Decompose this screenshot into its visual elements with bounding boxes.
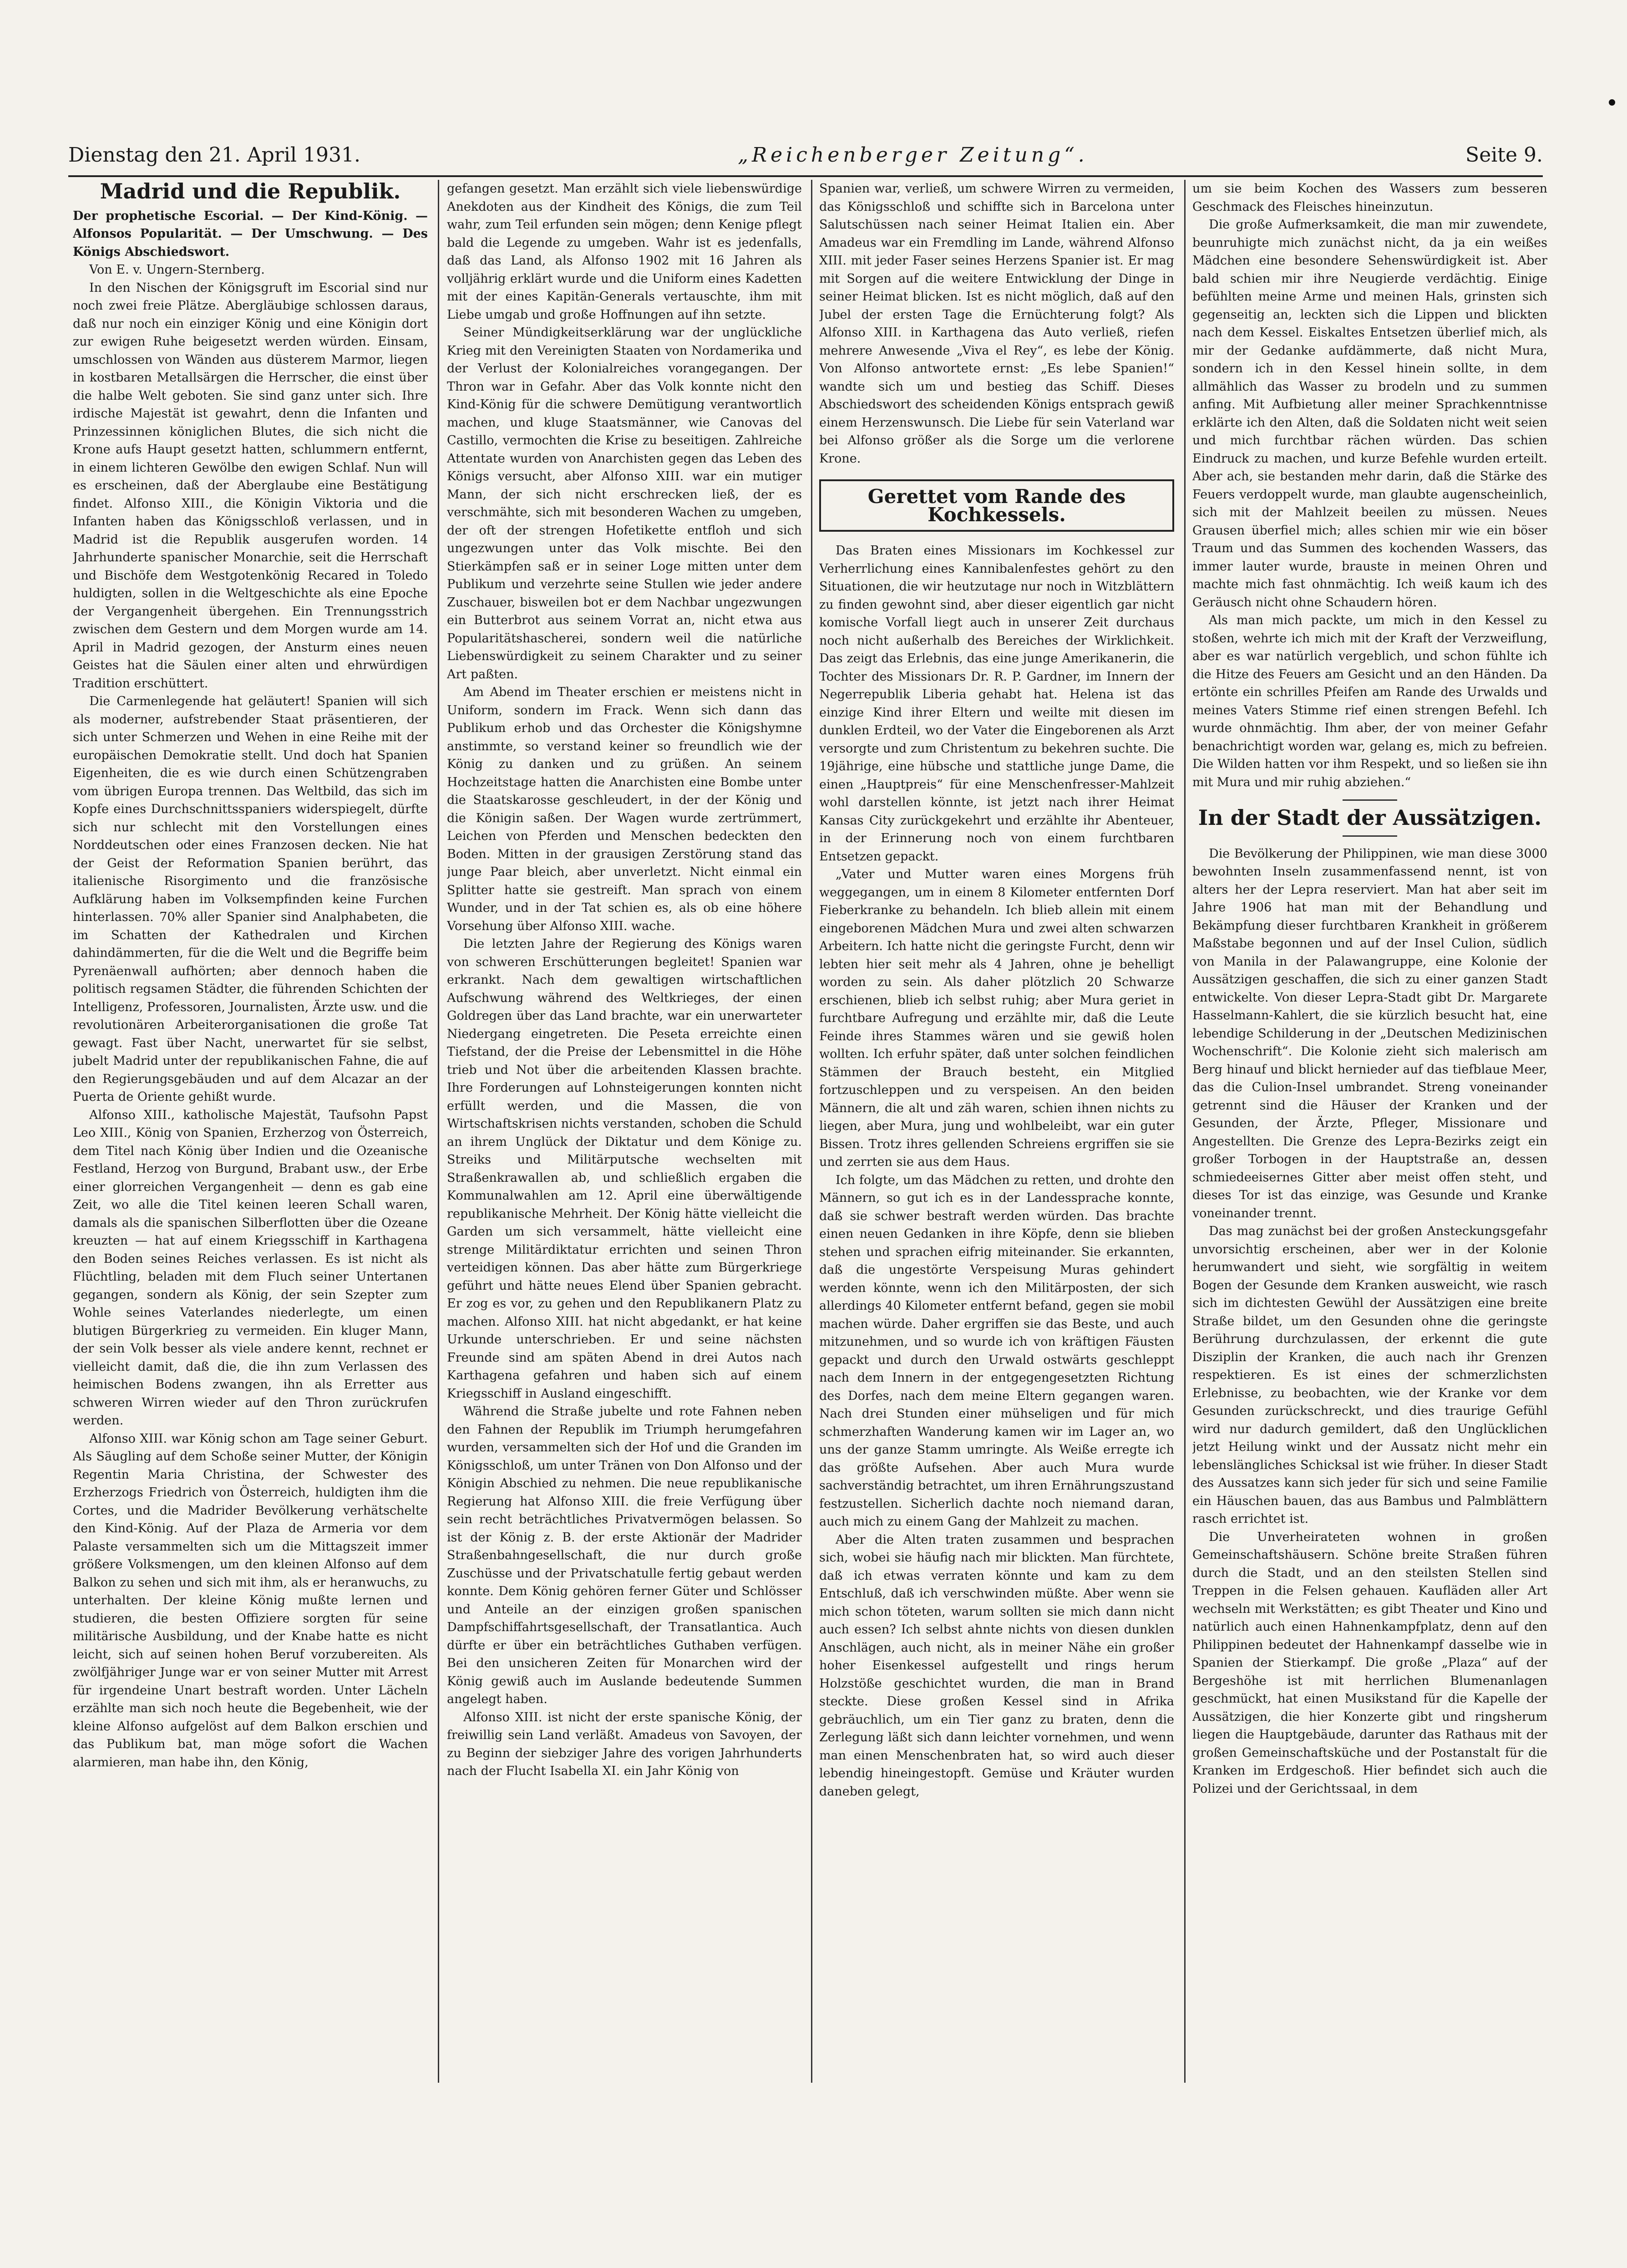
paragraph: Alfonso XIII. war König schon am Tage seiner Geburt. Als Säugling auf dem Schoße seiner Mutter, der Königin Regentin Maria Christina, der Schwester des Erzherzogs Friedrich von Österreich, huldigten ihm die Cortes, und die Madrider Bevölkerung verhätschelte den Kind-König. Auf der Plaza de Armeria vor dem Palaste versammelten sich um die Mittagszeit immer größere Volksmengen, um den kleinen Alfonso auf dem Balkon zu sehen und sich mit ihm, als er heranwuchs, zu unterhalten. Der kleine König mußte lernen und studieren, die besten Offiziere sorgten für seine militärische Ausbildung, und der Knabe hatte es nicht leicht, sich auf seinen hohen Beruf vorzubereiten. Als zwölfjähriger Junge war er von seiner Mutter mit Arrest für irgendeine Unart bestraft worden. Unter Lächeln erzählte man sich noch heute die Begebenheit, wie der kleine Alfonso aufgelöst auf dem Balkon erschien und das Publikum bat, man möge sofort die Wachen alarmieren, man habe ihn, den König, (73, 1431, 428, 1770)
paragraph: Die Carmenlegende hat geläutert! Spanien will sich als moderner, aufstrebender Staat präsentieren, der sich unter Schmerzen und Wehen in eine Reihe mit der europäischen Demokratie stellt. Und doch hat Spanien Eigenheiten, die es wie durch einen Schützengraben vom übrigen Europa trennen. Das Weltbild, das sich im Kopfe eines Durchschnittsspaniers widerspiegelt, dürfte sich nur schlecht mit den Vorstellungen eines Norddeutschen oder eines Franzosen decken. Nie hat der Geist der Reformation Spanien berührt, das italienische Risorgimento und die französische Aufklärung haben im Volksempfinden keine Furchen hinterlassen. 70% aller Spanier sind Analphabeten, die im Schatten der Kathedralen und Kirchen dahindämmerten, für die die Welt und die Begriffe beim Pyrenäenwall aufhörten; aber dennoch haben die politisch regsamen Städter, die führenden Schichten der Intelligenz, Professoren, Journalisten, Ärzte usw. und die revolutionären Arbeiterorganisationen die große Tat gewagt. Fast über Nacht, unerwartet für sie selbst, jubelt Madrid unter der republikanischen Fahne, die auf den Regierungsgebäuden und auf dem Alcazar an der Puerta de Oriente gehißt wurde. (73, 694, 428, 1104)
paragraph: Als man mich packte, um mich in den Kessel zu stoßen, wehrte ich mich mit der Kraft der Verzweiflung, aber es war natürlich vergeblich, und schon fühlte ich die Hitze des Feuers am Gesicht und an den Händen. Da ertönte ein schrilles Pfeifen am Rande des Urwalds und meines Vaters Stimme rief einen strengen Befehl. Ich wurde ohnmächtig. Ihm aber, der von meiner Gefahr benachrichtigt worden war, gelang es, mich zu befreien. Die Wilden hatten vor ihm Respekt, und so ließen sie ihn mit Mura und mir ruhig abziehen.“ (1192, 613, 1547, 789)
header-rule (68, 175, 1543, 177)
paragraph: Spanien war, verließ, um schwere Wirren zu vermeiden, das Königsschloß und schiffte sich in Barcelona unter Salutschüssen nach seiner Heimat Italien ein. Aber Amadeus war ein Fremdling im Lande, während Alfonso XIII. mit jeder Faser seines Herzens Spanier ist. Er mag mit Sorgen auf die weitere Entwicklung der Dinge in seiner Heimat blicken. Ist es nicht möglich, daß auf den Jubel der ersten Tage die Ernüchterung folgt? Als Alfonso XIII. in Karthagena das Auto verließ, riefen mehrere Anwesende „Viva el Rey“, es lebe der König. Von Alfonso antwortete ernst: „Es lebe Spanien!“ wandte sich um und bestieg das Schiff. Dieses Abschiedswort des scheidenden Königs entsprach gewiß einem Herzenswunsch. Die Liebe für sein Vaterland war bei Alfonso größer als die Sorge um die verlorene Krone. (819, 182, 1174, 466)
paragraph: Die Unverheirateten wohnen in großen Gemeinschaftshäusern. Schöne breite Straßen führen durch die Stadt, und an den steilsten Stellen sind Treppen in die Felsen gehauen. Kaufläden aller Art wechseln mit Werkstätten; es gibt Theater und Kino und natürlich auch einen Hahnenkampfplatz, denn auf den Philippinen bedeutet der Hahnenkampf dasselbe wie in Spanien der Stierkampf. Die große „Plaza“ auf der Bergeshöhe ist mit herrlichen Blumenanlagen geschmückt, hat einen Musikstand für die Kapelle der Aussätzigen, die hier Konzerte gibt und ringsherum liegen die Hauptgebäude, darunter das Rathaus mit der großen Gemeinschaftsküche und der Postanstalt für die Kranken im Erdgeschoß. Hier befindet sich auch die Polizei und der Gerichtssaal, in dem (1192, 1530, 1547, 1796)
paragraph: Die Bevölkerung der Philippinen, wie man diese 3000 bewohnten Inseln zusammenfassend nennt, ist von alters her der Lepra reserviert. Man hat aber seit im Jahre 1906 hat man mit der Behandlung und Bekämpfung dieser furchtbaren Krankheit in größerem Maßstabe begonnen und auf der Insel Culion, südlich von Manila in der Palawangruppe, eine Kolonie der Aussätzigen geschaffen, die sich zu einer ganzen Stadt entwickelte. Von dieser Lepra-Stadt gibt Dr. Margarete Hasselmann-Kahlert, die sie kürzlich besucht hat, eine lebendige Schilderung in der „Deutschen Medizinischen Wochenschrift“. Die Kolonie zieht sich malerisch am Berg hinauf und blickt hernieder auf das tiefblaue Meer, das die Culion-Insel umbrandet. Streng voneinander getrennt sind die Häuser der Kranken und der Gesunden, der Ärzte, Pfleger, Missionare und Angestellten. Die Grenze des Lepra-Bezirks zeigt ein großer Torbogen in der Hauptstraße an, dessen schmiedeeisernes Gitter aber meist offen steht, und dieses Tor ist das einzige, was Gesunde und Kranke voneinander trennt. (1192, 846, 1547, 1220)
paragraph: gefangen gesetzt. Man erzählt sich viele liebenswürdige Anekdoten aus der Kindheit des Königs, die zum Teil wahr, zum Teil erfunden sein mögen; denn Kenige pflegt bald die Legende zu umgeben. Wahr ist es jedenfalls, daß das Land, als Alfonso 1902 mit 16 Jahren als volljährig erklärt wurde und die Uniform eines Kadetten mit der eines Kapitän-Generals vertauschte, ihm mit Liebe umgab und große Hoffnungen auf ihn setzte. (447, 182, 802, 322)
column-3 (819, 180, 1174, 2083)
article-title-aussaetzige: In der Stadt der Aussätzigen. (1198, 805, 1542, 830)
article-subtitle-madrid: Der prophetische Escorial. — Der Kind-König. — Alfonsos Popularität. — Der Umschwung. — Des Königs Abschiedswort. (73, 208, 428, 259)
paragraph: Aber die Alten traten zusammen und besprachen sich, wobei sie häufig nach mir blickten. Man fürchtete, daß ich etwas verraten könnte und kam zu dem Entschluß, daß ich verschwinden müßte. Aber wenn sie mich schon töteten, warum sollten sie mich dann nicht auch essen? Ich selbst ahnte nichts von diesen dunklen Anschlägen, auch nicht, als in meiner Nähe ein großer hoher Eisenkessel aufgestellt und rings herum Holzstöße geschichtet wurden, die man in Brand steckte. Diese großen Kessel sind in Afrika gebräuchlich, um ein Tier ganz zu braten, denn die Zerlegung läßt sich dann leichter vornehmen, und wenn man einen Menschenbraten hat, so wird auch dieser lebendig hineingestopft. Gemüse und Kräuter wurden daneben gelegt, (819, 1532, 1174, 1799)
paragraph: Die große Aufmerksamkeit, die man mir zuwendete, beunruhigte mich zunächst nicht, da ja ein weißes Mädchen eine besondere Sehenswürdigkeit ist. Aber bald schien mir ihre Neugierde verdächtig. Einige befühlten meine Arme und meinen Hals, grinsten sich gegenseitig an, leckten sich die Lippen und blickten nach dem Kessel. Eiskaltes Entsetzen überlief mich, als mir der Gedanke aufdämmerte, daß nicht Mura, sondern ich in den Kessel hinein sollte, in dem allmählich das Wasser zu brodeln und zu summen anfing. Mit Aufbietung aller meiner Sprachkenntnisse erklärte ich den Alten, daß die Soldaten nicht weit seien und mich furchtbar rächen würden. Das schien Eindruck zu machen, und kurze Befehle wurden erteilt. Aber ach, sie bestanden mehr darin, daß die Stärke des Feuers verdoppelt wurde, man glaubte augenscheinlich, sich mit der Mahlzeit beeilen zu müssen. Neues Grausen überfiel mich; alles schien mir wie ein böser Traum und das Summen des kochenden Wassers, das immer lauter wurde, brauste in meinen Ohren und machte mich fast ohnmächtig. Ich weiß kaum ich des Geräusch nicht ohne Schaudern hören. (1192, 218, 1547, 610)
article-separator (1343, 835, 1397, 837)
column-divider (811, 180, 812, 2083)
paragraph: Ich folgte, um das Mädchen zu retten, und drohte den Männern, so gut ich es in der Landessprache konnte, daß sie schwer bestraft werden würden. Das brachte einen neuen Gedanken in ihre Köpfe, denn sie blieben stehen und sprachen eifrig miteinander. Sie erkannten, daß die ungestörte Verspeisung Muras gehindert werden könnte, wenn ich den Militärposten, der sich allerdings 40 Kilometer entfernt befand, gegen sie mobil machen würde. Daher ergriffen sie das Beste, und auch mitzunehmen, und so wurde ich von kräftigen Fäusten gepackt und durch den Urwald ostwärts geschleppt nach dem Innern in der entgegengesetzten Richtung des Dorfes, nach dem meine Eltern gegangen waren. Nach drei Stunden einer mühseligen und für mich schmerzhaften Wanderung kamen wir im Lager an, wo uns der ganze Stamm umringte. Als Weiße erregte ich das größte Aufsehen. Aber auch Mura wurde sachverständig betrachtet, um ihren Ernährungszustand festzustellen. Sicherlich dachte noch niemand daran, auch mich zu einem Gang der Mahlzeit zu machen. (819, 1173, 1174, 1529)
article-separator (1343, 799, 1397, 801)
paragraph: Am Abend im Theater erschien er meistens nicht in Uniform, sondern im Frack. Wenn sich dann das Publikum erhob und das Orchester die Königshymne anstimmte, so verstand keiner so freundlich wie der König zu danken und zu grüßen. An seinem Hochzeitstage hatten die Anarchisten eine Bombe unter die Staatskarosse geschleudert, in der der König und die Königin saßen. Der Wagen wurde zertrümmert, Leichen von Pferden und Menschen bedeckten den Boden. Mitten in der grausigen Zerstörung stand das junge Paar bleich, aber unverletzt. Nicht einmal ein Splitter hatte sie gestreift. Man sprach von einem Wunder, und in der Tat schien es, als ob eine höhere Vorsehung über Alfonso XIII. wache. (447, 685, 802, 933)
header-date: Dienstag den 21. April 1931. (68, 143, 360, 167)
article-byline: Von E. v. Ungern-Sternberg. (89, 263, 265, 277)
paragraph: Während die Straße jubelte und rote Fahnen neben den Fahnen der Republik im Triumph herumgefahren wurden, versammelten sich der Hof und die Granden im Königsschloß, um unter Tränen von Don Alfonso und der Königin Abschied zu nehmen. Die neue republikanische Regierung hat Alfonso XIII. die freie Verfügung über sein recht beträchtliches Privatvermögen belassen. So ist der König z. B. der erste Aktionär der Madrider Straßenbahngesellschaft, die nur durch große Zuschüsse und der Privatschatulle fertig gebaut werden konnte. Dem König gehören ferner Güter und Schlösser und Anteile an der einzigen großen spanischen Dampfschiffahrtsgesellschaft, der Transatlantica. Auch dürfte er über ein beträchtliches Guthaben verfügen. Bei den unsicheren Zeiten für Monarchen wird der König gewiß auch im Auslande bedeutende Summen angelegt haben. (447, 1404, 802, 1706)
header-page-number: Seite 9. (1465, 143, 1543, 167)
column-1 (73, 180, 428, 2083)
column-2 (447, 180, 802, 2083)
paragraph: Das mag zunächst bei der großen Ansteckungsgefahr unvorsichtig erscheinen, aber wer in der Kolonie herumwandert und sieht, wie sorgfältig in weitem Bogen der Gesunde dem Kranken ausweicht, wie rasch sich im dichtesten Gewühl der Aussätzigen eine breite Straße bildet, um den Gesunden ohne die geringste Berührung durchzulassen, der erkennt die gute Disziplin der Kranken, die auch nach ihr Grenzen respektieren. Es ist eines der schmerzlichsten Erlebnisse, zu beobachten, wie der Kranke vor dem Gesunden zurückschreckt, und dies traurige Gefühl wird nur dadurch gemildert, daß den Unglücklichen jetzt Heilung winkt und der Aussatz nicht mehr ein lebenslängliches Schicksal ist wie früher. In dieser Stadt des Aussatzes kann sich jeder für sich und seine Familie ein Häuschen bauen, das aus Bambus und Palmblättern rasch errichtet ist. (1192, 1224, 1547, 1526)
paragraph: Das Braten eines Missionars im Kochkessel zur Verherrlichung eines Kannibalenfestes gehört zu den Situationen, die wir heutzutage nur noch in Witzblättern zu finden gewohnt sind, aber dieser eigentlich gar nicht komische Vorfall liegt auch in unserer Zeit durchaus noch nicht außerhalb des Bereiches der Wirklichkeit. Das zeigt das Erlebnis, das eine junge Amerikanerin, die Tochter des Missionars Dr. R. P. Gardner, im Innern der Negerrepublik Liberia gehabt hat. Helena ist das einzige Kind ihrer Eltern und weilte mit diesen im dunklen Erdteil, wo der Vater die Eingeborenen als Arzt versorgte und zum Christentum zu bekehren suchte. Die 19jährige, eine hübsche und stattliche junge Dame, die einen „Hauptpreis“ für eine Menschenfresser-Mahlzeit wohl darstellen könnte, ist jetzt nach ihrer Heimat Kansas City zurückgekehrt und erzählte ihr Abenteuer, in der Erinnerung noch von einem furchtbaren Entsetzen gepackt. (819, 544, 1174, 864)
header-newspaper-title: „Reichenberger Zeitung“. (738, 143, 1088, 167)
article-title-kochkessel: Gerettet vom Rande des Kochkessels. (819, 479, 1174, 532)
column-divider (1184, 180, 1186, 2083)
print-speck (1609, 99, 1615, 106)
paragraph: „Vater und Mutter waren eines Morgens früh weggegangen, um in einem 8 Kilometer entfernten Dorf Fieberkranke zu behandeln. Ich blieb allein mit einem eingeborenen Mädchen Mura und zwei alten schwarzen Arbeitern. Ich hatte nicht die geringste Furcht, denn wir lebten hier seit mehr als 4 Jahren, ohne je behelligt worden zu sein. Als daher plötzlich 20 Schwarze erschienen, blieb ich selbst ruhig; aber Mura geriet in furchtbare Aufregung und erzählte mir, daß die Leute Feinde ihres Stammes wären und sie gewiß holen wollten. Ich erfuhr später, daß unter solchen feindlichen Stämmen der Brauch besteht, ein Mitglied fortzuschleppen und zu verspeisen. An den beiden Männern, die alt und zäh waren, schien ihnen nichts zu liegen, aber Mura, jung und wohlbeleibt, war ein guter Bissen. Trotz ihres gellenden Schreiens ergriffen sie sie und zerrten sie aus dem Haus. (819, 867, 1174, 1169)
paragraph: Seiner Mündigkeitserklärung war der unglückliche Krieg mit den Vereinigten Staaten von Nordamerika und der Verlust der Kolonialreiches vorangegangen. Der Thron war in Gefahr. Aber das Volk konnte nicht den Kind-König für die schwere Demütigung verantwortlich machen, und kluge Staatsmänner, wie Canovas del Castillo, vermochten die Krise zu beseitigen. Zahlreiche Attentate wurden von Anarchisten gegen das Leben des Königs versucht, aber Alfonso XIII. war ein mutiger Mann, der sich nicht erschrecken ließ, der es verschmähte, sich mit besonderen Wachen zu umgeben, der oft der strengen Hofetikette entfloh und sich ungezwungen unter das Volk mischte. Bei den Stierkämpfen saß er in seiner Loge mitten unter dem Publikum und verzehrte seine Stullen wie jeder andere Zuschauer, bisweilen bot er dem Nachbar ungezwungen ein Butterbrot aus seinem Vorrat an, nicht etwa aus Popularitätshascherei, sondern weil die natürliche Liebenswürdigkeit zu seinem Charakter und zu seiner Art paßten. (447, 325, 802, 681)
column-4 (1192, 180, 1547, 2083)
paragraph: Die letzten Jahre der Regierung des Königs waren von schweren Erschütterungen begleitet! Spanien war erkrankt. Nach dem gewaltigen wirtschaftlichen Aufschwung während des Weltkrieges, der einen Goldregen über das Land brachte, war ein unerwarteter Niedergang eingetreten. Die Peseta erreichte einen Tiefstand, der die Preise der Lebensmittel in die Höhe trieb und Not über die arbeitenden Klassen brachte. Ihre Forderungen auf Lohnsteigerungen konnten nicht erfüllt werden, und die Massen, die von Wirtschaftskrisen nichts verstanden, schoben die Schuld an ihrem Unglück der Diktatur und dem Könige zu. Streiks und Militärputsche wechselten mit Straßenkrawallen ab, und schließlich ergaben die Kommunalwahlen am 12. April eine überwältigende republikanische Mehrheit. Der König hätte vielleicht die Garden um sich versammelt, hätte vielleicht eine strenge Militärdiktatur errichten und seinen Thron verteidigen können. Das aber hätte zum Bürgerkriege geführt und hätte neues Elend über Spanien gebracht. Er zog es vor, zu gehen und den Republikanern Platz zu machen. Alfonso XIII. hat nicht abgedankt, er hat keine Urkunde unterschrieben. Er und seine nächsten Freunde sind am späten Abend in drei Autos nach Karthagena gefahren und haben sich auf einem Kriegsschiff in Ausland eingeschifft. (447, 937, 802, 1401)
paragraph: In den Nischen der Königsgruft im Escorial sind nur noch zwei freie Plätze. Abergläubige schlossen daraus, daß nur noch ein einziger König und eine Königin dort zur ewigen Ruhe beigesetzt werden würden. Einsam, umschlossen von Wänden aus düsterem Marmor, liegen in kostbaren Metallsärgen die Herrscher, die einst über die halbe Welt geboten. Sie sind ganz unter sich. Ihre irdische Majestät ist gewahrt, denn die Infanten und Prinzessinnen königlichen Blutes, die sich nicht die Krone aufs Haupt gesetzt hatten, schlummern entfernt, in einem lichteren Gewölbe den ewigen Schlaf. Nun will es erscheinen, daß der Aberglaube eine Bestätigung findet. Alfonso XIII., die Königin Viktoria und die Infanten haben das Königsschloß verlassen, und in Madrid ist die Republik ausgerufen worden. 14 Jahrhunderte spanischer Monarchie, seit die Herrschaft und Bischöfe dem Westgotenkönig Recared in Toledo huldigten, sollen in die Weltgeschichte als eine Epoche der Vergangenheit übergehen. Ein Trennungsstrich zwischen dem Gestern und dem Morgen wurde am 14. April in Madrid gezogen, der Ansturm eines neuen Geistes hat die Säulen einer alten und ehrwürdigen Tradition erschüttert. (73, 280, 428, 691)
article-title-madrid: Madrid und die Republik. (100, 180, 401, 203)
paragraph: Alfonso XIII. ist nicht der erste spanische König, der freiwillig sein Land verläßt. Amadeus von Savoyen, der zu Beginn der siebziger Jahre des vorigen Jahrhunderts nach der Flucht Isabella XI. ein Jahr König von (447, 1710, 802, 1778)
paragraph: um sie beim Kochen des Wassers zum besseren Geschmack des Fleisches hineinzutun. (1192, 182, 1547, 214)
paragraph: Alfonso XIII., katholische Majestät, Taufsohn Papst Leo XIII., König von Spanien, Erzherzog von Österreich, dem Titel nach König über Indien und die Ozeanische Festland, Herzog von Burgund, Brabant usw., der Erbe einer glorreichen Vergangenheit — denn es gab eine Zeit, wo alle die Titel keinen leeren Schall waren, damals als die spanischen Silberflotten über die Ozeane kreuzten — hat auf einem Kriegsschiff in Karthagena den Boden seines Reiches verlassen. Es ist nicht als Flüchtling, beladen mit dem Fluch seiner Untertanen gegangen, sondern als König, der sein Szepter zum Wohle seines Vaterlandes niederlegte, um einen blutigen Bürgerkrieg zu vermeiden. Ein kluger Mann, der sein Volk besser als viele andere kennt, rechnet er vielleicht damit, daß die, die ihn zum Verlassen des heimischen Bodens zwangen, ihn als Erretter aus schweren Wirren wieder auf den Thron zurückrufen werden. (73, 1108, 428, 1428)
page-header (68, 137, 1543, 173)
column-divider (438, 180, 439, 2083)
